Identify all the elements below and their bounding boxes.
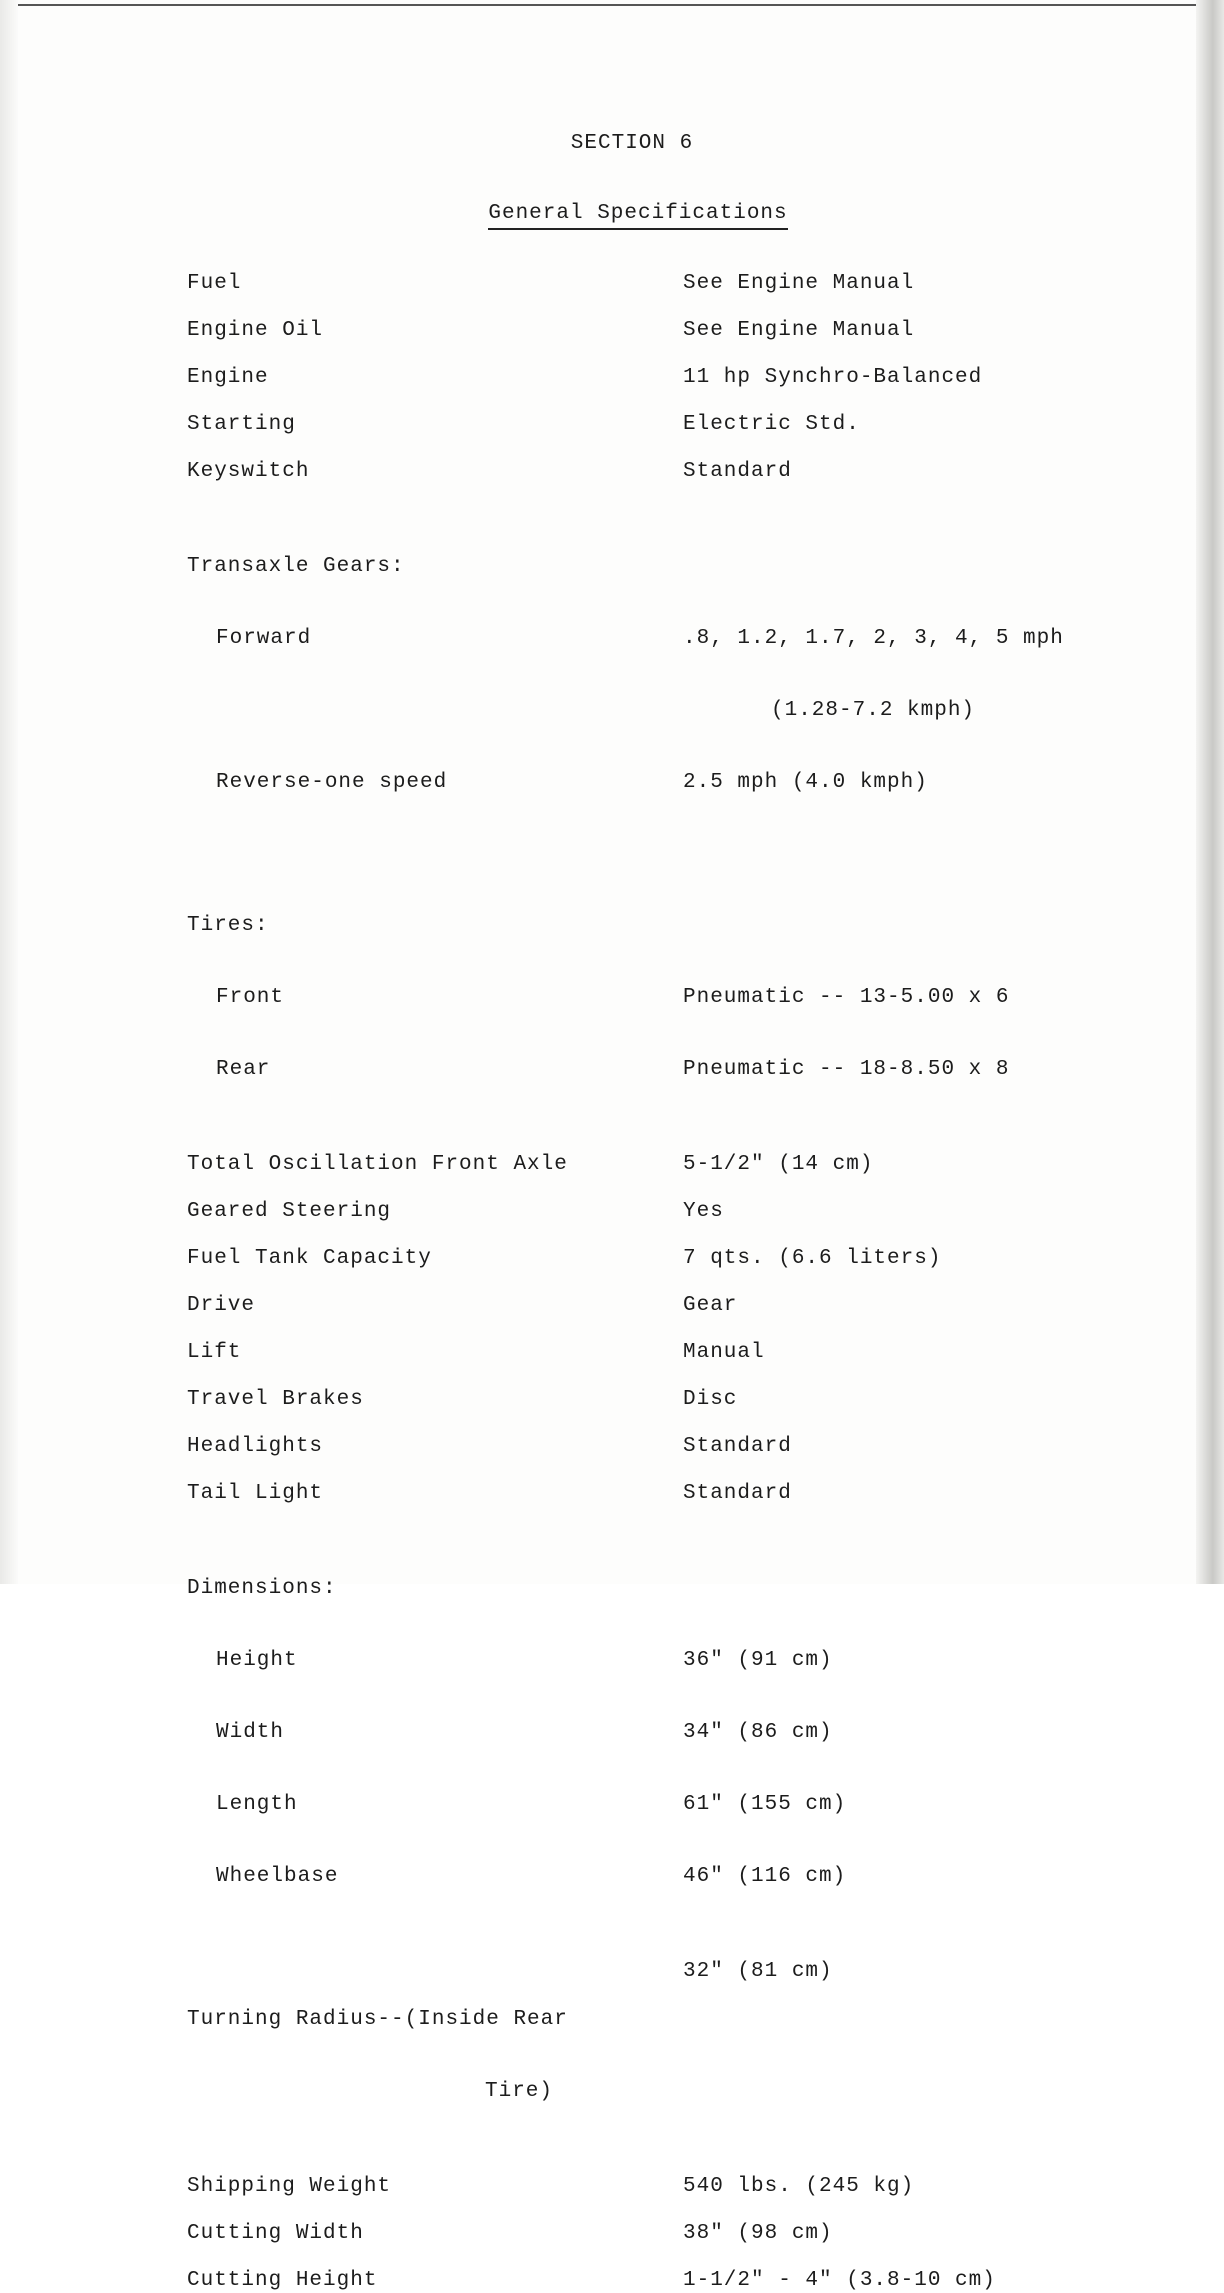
spec-value: (1.28-7.2 kmph) [771,699,976,722]
spec-row-fuel-tank [187,1247,1107,1271]
spec-value: 38" (98 cm) [683,2222,833,2245]
spec-row-cutting-height [187,2269,1107,2293]
spec-label: Fuel [187,272,242,295]
spec-value: Standard [683,1435,792,1458]
spec-sublabel: Wheelbase [216,1865,339,1888]
spec-value: See Engine Manual [683,272,915,295]
spec-sublabel: Rear [216,1058,271,1081]
spec-label: Engine [187,366,269,389]
spec-label: Shipping Weight [187,2175,392,2198]
spec-label: Keyswitch [187,460,310,483]
spec-value: 46" (116 cm) [683,1865,847,1888]
spec-label: Headlights [187,1435,324,1458]
spec-value: Electric Std. [683,413,860,436]
spec-sublabel: Height [216,1649,298,1672]
spec-group-label: Transaxle Gears: [187,555,405,578]
spec-group-label: Dimensions: [187,1577,337,1600]
spec-value: 32" (81 cm) [683,1960,833,1983]
spec-value: 11 hp Synchro-Balanced [683,366,983,389]
page-left-edge [0,0,18,1584]
spec-row-tail-light [187,1482,1107,1506]
spec-group-label: Tires: [187,914,269,937]
page-title-text: General Specifications [488,202,787,230]
spec-value: Disc [683,1388,738,1411]
spec-value: Manual [683,1341,765,1364]
spec-label-cont: Tire) [485,2080,554,2103]
spec-label: Travel Brakes [187,1388,364,1411]
spec-value: Standard [683,1482,792,1505]
spec-value: Gear [683,1294,738,1317]
spec-row-oscillation [187,1153,1107,1177]
spec-value: Standard [683,460,792,483]
spec-row-lift [187,1341,1107,1365]
spec-row-shipping-weight [187,2175,1107,2199]
spec-row-brakes [187,1388,1107,1412]
spec-label: Lift [187,1341,242,1364]
spec-row-tires [187,866,1107,1130]
spec-label: Engine Oil [187,319,324,342]
spec-row-engine [187,366,1107,390]
spec-value: See Engine Manual [683,319,915,342]
spec-value: 7 qts. (6.6 liters) [683,1247,942,1270]
spec-label: Fuel Tank Capacity [187,1247,432,1270]
spec-row-cutting-width [187,2222,1107,2246]
spec-label: Cutting Width [187,2222,364,2245]
spec-value: 540 lbs. (245 kg) [683,2175,915,2198]
spec-sublabel: Front [216,986,285,1009]
section-number: SECTION 6 [570,132,694,155]
spec-value: Yes [683,1200,724,1223]
page-right-edge [1196,0,1224,1584]
spec-sublabel: Width [216,1721,285,1744]
spec-value: 1-1/2" - 4" (3.8-10 cm) [683,2269,996,2292]
spec-row-headlights [187,1435,1107,1459]
top-rule [18,4,1204,6]
page-title [0,202,1224,225]
spec-value: 34" (86 cm) [683,1721,833,1744]
spec-label: Total Oscillation Front Axle [187,1153,568,1176]
spec-value: .8, 1.2, 1.7, 2, 3, 4, 5 mph [683,627,1064,650]
spec-label: Geared Steering [187,1200,392,1223]
spec-row-steering [187,1200,1107,1224]
spec-row-turning-radius [187,1960,1107,2152]
spec-value: 61" (155 cm) [683,1793,847,1816]
spec-value: 5-1/2" (14 cm) [683,1153,874,1176]
spec-value: Pneumatic -- 13-5.00 x 6 [683,986,1010,1009]
spec-row-engine-oil [187,319,1107,343]
spec-value: 36" (91 cm) [683,1649,833,1672]
spec-sublabel: Length [216,1793,298,1816]
spec-label: Tail Light [187,1482,324,1505]
spec-row-fuel [187,272,1107,296]
spec-sublabel: Forward [216,627,312,650]
spec-row-starting [187,413,1107,437]
spec-row-drive [187,1294,1107,1318]
spec-sublabel: Reverse-one speed [216,771,448,794]
spec-label: Drive [187,1294,256,1317]
spec-table [187,272,1107,2293]
spec-value: 2.5 mph (4.0 kmph) [683,771,928,794]
spec-row-dimensions [187,1529,1107,1937]
spec-row-transaxle [187,507,1107,843]
spec-value: Pneumatic -- 18-8.50 x 8 [683,1058,1010,1081]
spec-label: Cutting Height [187,2269,378,2292]
spec-label: Turning Radius--(Inside Rear [187,2008,568,2031]
spec-row-keyswitch [187,460,1107,484]
spec-label: Starting [187,413,296,436]
